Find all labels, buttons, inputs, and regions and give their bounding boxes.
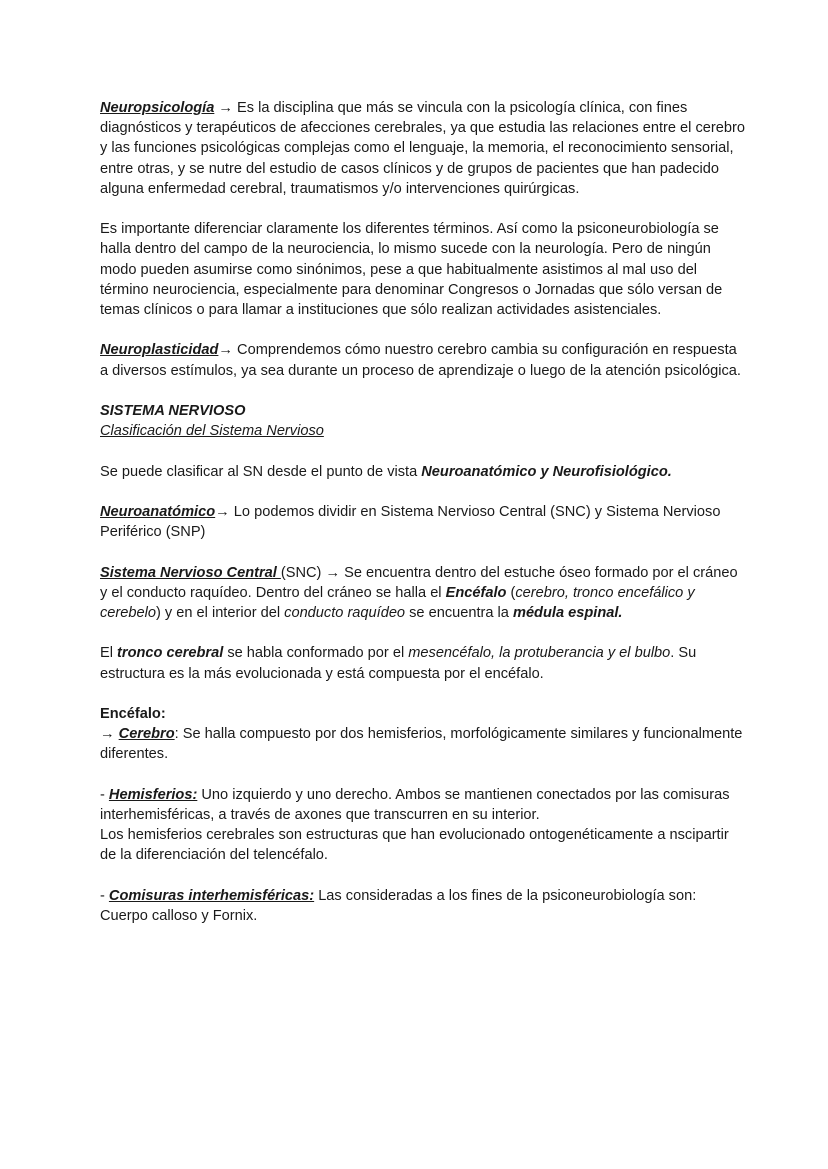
text-tronco-1: El: [100, 645, 118, 662]
text-neuropsicologia: → Es la disciplina que más se vincula con la psicología clínica, con fines diagnósticos y terapéuticos de afecciones cerebrales, ya que estudia las relaciones entre el cerebro y las funciones psicológicas complejas como el lenguaje, la memoria, el reconocimiento sensorial, entre otras, y se nutre del estudio de casos clínicos y de grupos de pacientes que han padecido alguna enfermedad cerebral, traumatismos y/o intervenciones quirúrgicas.: [100, 100, 745, 197]
term-snc: Sistema Nervioso Central: [100, 564, 281, 581]
paragraph-comisuras: [100, 886, 748, 906]
paragraph-neuroanatomico: [100, 502, 748, 542]
paragraph-clasificacion: [100, 462, 748, 482]
paragraph-hemisferios-evolucion: Los hemisferios cerebrales son estructuras que han evolucionado ontogenéticamente a nscipartir de la diferenciación del telencéfalo.: [100, 827, 729, 864]
paragraph-diferenciar-terminos: Es importante diferenciar claramente los diferentes términos. Así como la psiconeurobiología se halla dentro del campo de la neurociencia, lo mismo sucede con la neurología. Pero de ningún modo pueden asumirse como sinónimos, pese a que habitualmente asistimos al mal uso del término neurociencia, especialmente para denominar Congresos o Jornadas que sólo versan de temas clínicos o para llamar a instituciones que sólo realizan actividades asistenciales.: [100, 221, 723, 319]
paragraph-cuerpo-calloso: Cuerpo calloso y Fornix.: [100, 907, 258, 924]
text-comisuras: Las consideradas a los fines de la psiconeurobiología son:: [314, 887, 697, 904]
paragraph-hemisferios: [100, 785, 748, 825]
italic-mesencefalo: mesencéfalo, la protuberancia y el bulbo: [408, 645, 671, 662]
term-neuropsicologia: Neuropsicología: [100, 100, 215, 116]
paragraph-neuropsicologia: [100, 98, 748, 199]
emph-tronco-cerebral: tronco cerebral: [117, 645, 224, 662]
emph-medula-espinal: médula espinal.: [512, 604, 623, 621]
text-tronco-3: . Su estructura es la más evolucionada y está compuesta por el encéfalo.: [100, 645, 697, 682]
text-snc-1: (SNC) → Se encuentra dentro del estuche óseo formado por el cráneo y el conducto raquídeo. Dentro del cráneo se halla el: [100, 564, 738, 601]
section-subtitle: Clasificación del Sistema Nervioso: [100, 423, 324, 440]
dash-hemisferios: -: [100, 786, 109, 803]
text-snc-3: ) y en el interior del: [155, 604, 285, 621]
paragraph-cerebro: [100, 724, 748, 764]
term-neuroplasticidad: Neuroplasticidad: [100, 342, 219, 359]
emph-encefalo: Encéfalo: [445, 584, 507, 601]
paragraph-neuroplasticidad: [100, 340, 748, 380]
italic-conducto-raquideo: conducto raquídeo: [284, 604, 406, 621]
heading-encefalo: Encéfalo:: [100, 705, 166, 722]
text-cerebro: : Se halla compuesto por dos hemisferios, morfológicamente similares y funcionalmente diferentes.: [100, 726, 743, 763]
paragraph-tronco-cerebral: [100, 643, 748, 683]
term-neuroanatomico: Neuroanatómico: [100, 503, 216, 520]
dash-comisuras: -: [100, 887, 109, 904]
term-cerebro: Cerebro: [118, 726, 175, 743]
text-neuroplasticidad: → Comprendemos cómo nuestro cerebro cambia su configuración en respuesta a diversos estímulos, ya sea durante un proceso de aprendizaje o luego de la atención psicológica.: [100, 342, 741, 379]
text-clasificacion: Se puede clasificar al SN desde el punto de vista: [100, 463, 422, 480]
arrow-cerebro: →: [100, 726, 119, 743]
text-snc-2: (: [506, 584, 516, 601]
term-hemisferios: Hemisferios:: [108, 786, 198, 803]
text-tronco-2: se habla conformado por el: [223, 645, 409, 662]
paragraph-snc: [100, 563, 748, 624]
term-comisuras: Comisuras interhemisféricas:: [108, 887, 315, 904]
italic-cerebro-tronco: cerebro, tronco encefálico y cerebelo: [100, 584, 695, 621]
text-neuroanatomico: → Lo podemos dividir en Sistema Nervioso Central (SNC) y Sistema Nervioso Periférico (SNP): [100, 503, 721, 541]
section-title: SISTEMA NERVIOSO: [100, 403, 246, 419]
text-hemisferios: Uno izquierdo y uno derecho. Ambos se mantienen conectados por las comisuras interhemisféricas, a través de axones que transcurren en su interior.: [100, 786, 730, 823]
emph-clasificacion: Neuroanatómico y Neurofisiológico.: [421, 463, 672, 480]
text-snc-4: se encuentra la: [405, 604, 513, 621]
